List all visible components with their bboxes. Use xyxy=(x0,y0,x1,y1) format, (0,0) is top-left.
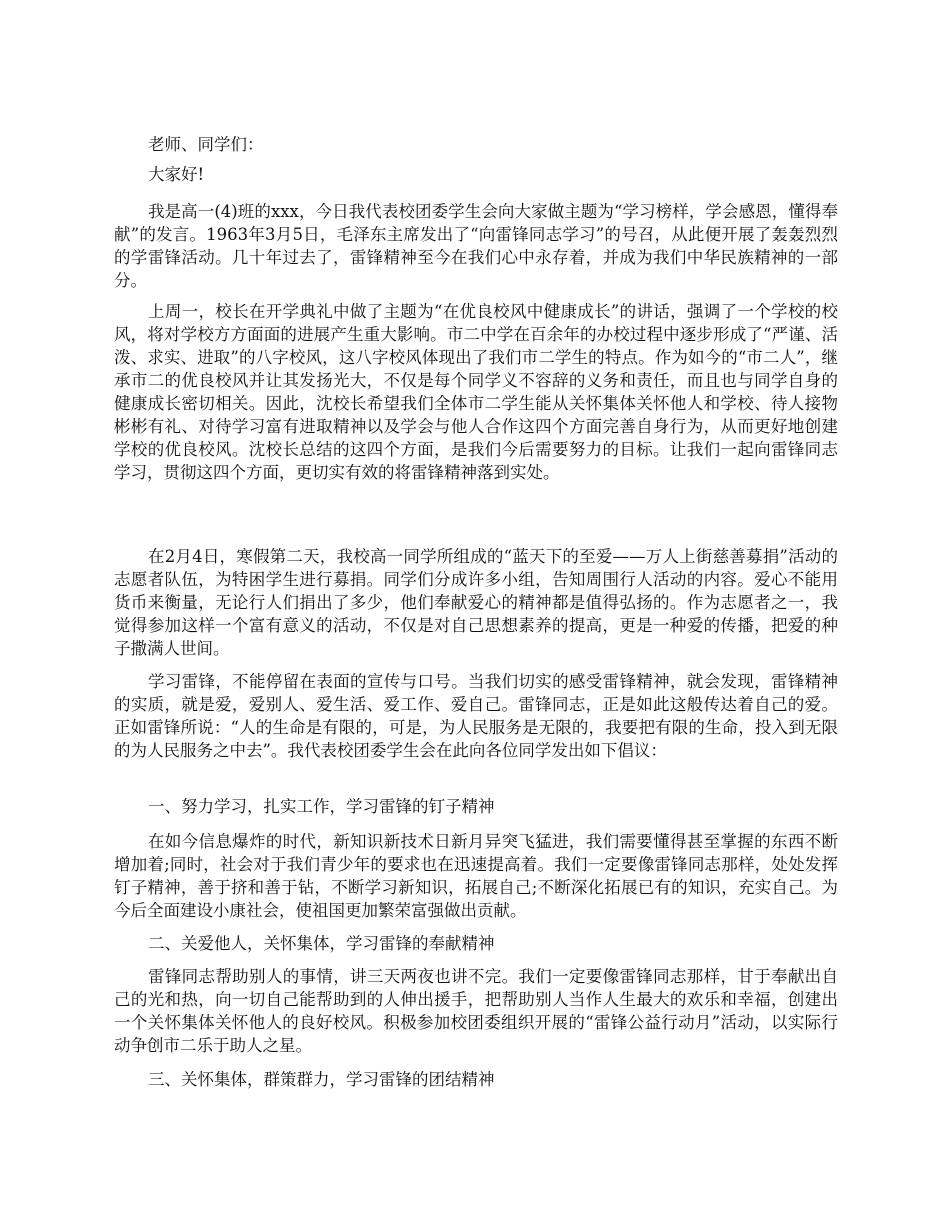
paragraph-section-1: 在如今信息爆炸的时代，新知识新技术日新月异突飞猛进，我们需要懂得甚至掌握的东西不断增加着;同时，社会对于我们青少年的要求也在迅速提高着。我们一定要像雷锋同志那样，处处发挥钉子精神，善于挤和善于钻，不断学习新知识，拓展自己;不断深化拓展已有的知识，充实自己。为今后全面建设小康社会，使祖国更加繁荣富强做出贡献。 xyxy=(114,832,838,920)
section-heading-1: 一、努力学习，扎实工作，学习雷锋的钉子精神 xyxy=(148,797,495,816)
salutation: 老师、同学们： xyxy=(148,135,264,154)
greeting: 大家好! xyxy=(148,165,205,184)
paragraph-learn-leifeng: 学习雷锋，不能停留在表面的宣传与口号。当我们切实的感受雷锋精神，就会发现，雷锋精神的实质，就是爱，爱别人、爱生活、爱工作、爱自己。雷锋同志，正是如此这般传达着自己的爱。正如雷锋所说：“人的生命是有限的，可是，为人民服务是无限的，我要把有限的生命，投入到无限的为人民服务之中去”。我代表校团委学生会在此向各位同学发出如下倡议： xyxy=(114,672,838,760)
paragraph-volunteer: 在2月4日，寒假第二天，我校高一同学所组成的“蓝天下的至爱——万人上街慈善募捐”活动的志愿者队伍，为特困学生进行募捐。同学们分成许多小组，告知周围行人活动的内容。爱心不能用货币来衡量，无论行人们捐出了多少，他们奉献爱心的精神都是值得弘扬的。作为志愿者之一，我觉得参加这样一个富有意义的活动，不仅是对自己思想素养的提高，更是一种爱的传播，把爱的种子撒满人世间。 xyxy=(114,547,838,658)
section-heading-3: 三、关怀集体，群策群力，学习雷锋的团结精神 xyxy=(148,1070,495,1089)
paragraph-school-style: 上周一，校长在开学典礼中做了主题为“在优良校风中健康成长”的讲话，强调了一个学校的校风，将对学校方方面面的进展产生重大影响。市二中学在百余年的办校过程中逐步形成了“严谨、活泼、求实、进取”的八字校风，这八字校风体现出了我们市二学生的特点。作为如今的“市二人”，继承市二的优良校风并让其发扬光大，不仅是每个同学义不容辞的义务和责任，而且也与同学自身的健康成长密切相关。因此，沈校长希望我们全体市二学生能从关怀集体关怀他人和学校、待人接物彬彬有礼、对待学习富有进取精神以及学会与他人合作这四个方面完善自身行为，从而更好地创建学校的优良校风。沈校长总结的这四个方面，是我们今后需要努力的目标。让我们一起向雷锋同志学习，贯彻这四个方面，更切实有效的将雷锋精神落到实处。 xyxy=(114,302,838,482)
section-heading-2: 二、关爱他人，关怀集体，学习雷锋的奉献精神 xyxy=(148,934,495,953)
paragraph-section-2: 雷锋同志帮助别人的事情，讲三天两夜也讲不完。我们一定要像雷锋同志那样，甘于奉献出自己的光和热，向一切自己能帮助到的人伸出援手，把帮助别人当作人生最大的欢乐和幸福，创建出一个关怀集体关怀他人的良好校风。积极参加校团委组织开展的“雷锋公益行动月”活动，以实际行动争创市二乐于助人之星。 xyxy=(114,967,838,1055)
paragraph-intro: 我是高一(4)班的xxx，今日我代表校团委学生会向大家做主题为“学习榜样，学会感恩，懂得奉献”的发言。1963年3月5日，毛泽东主席发出了“向雷锋同志学习”的号召，从此便开展了轰轰烈烈的学雷锋活动。几十年过去了，雷锋精神至今在我们心中永存着，并成为我们中华民族精神的一部分。 xyxy=(114,202,838,290)
